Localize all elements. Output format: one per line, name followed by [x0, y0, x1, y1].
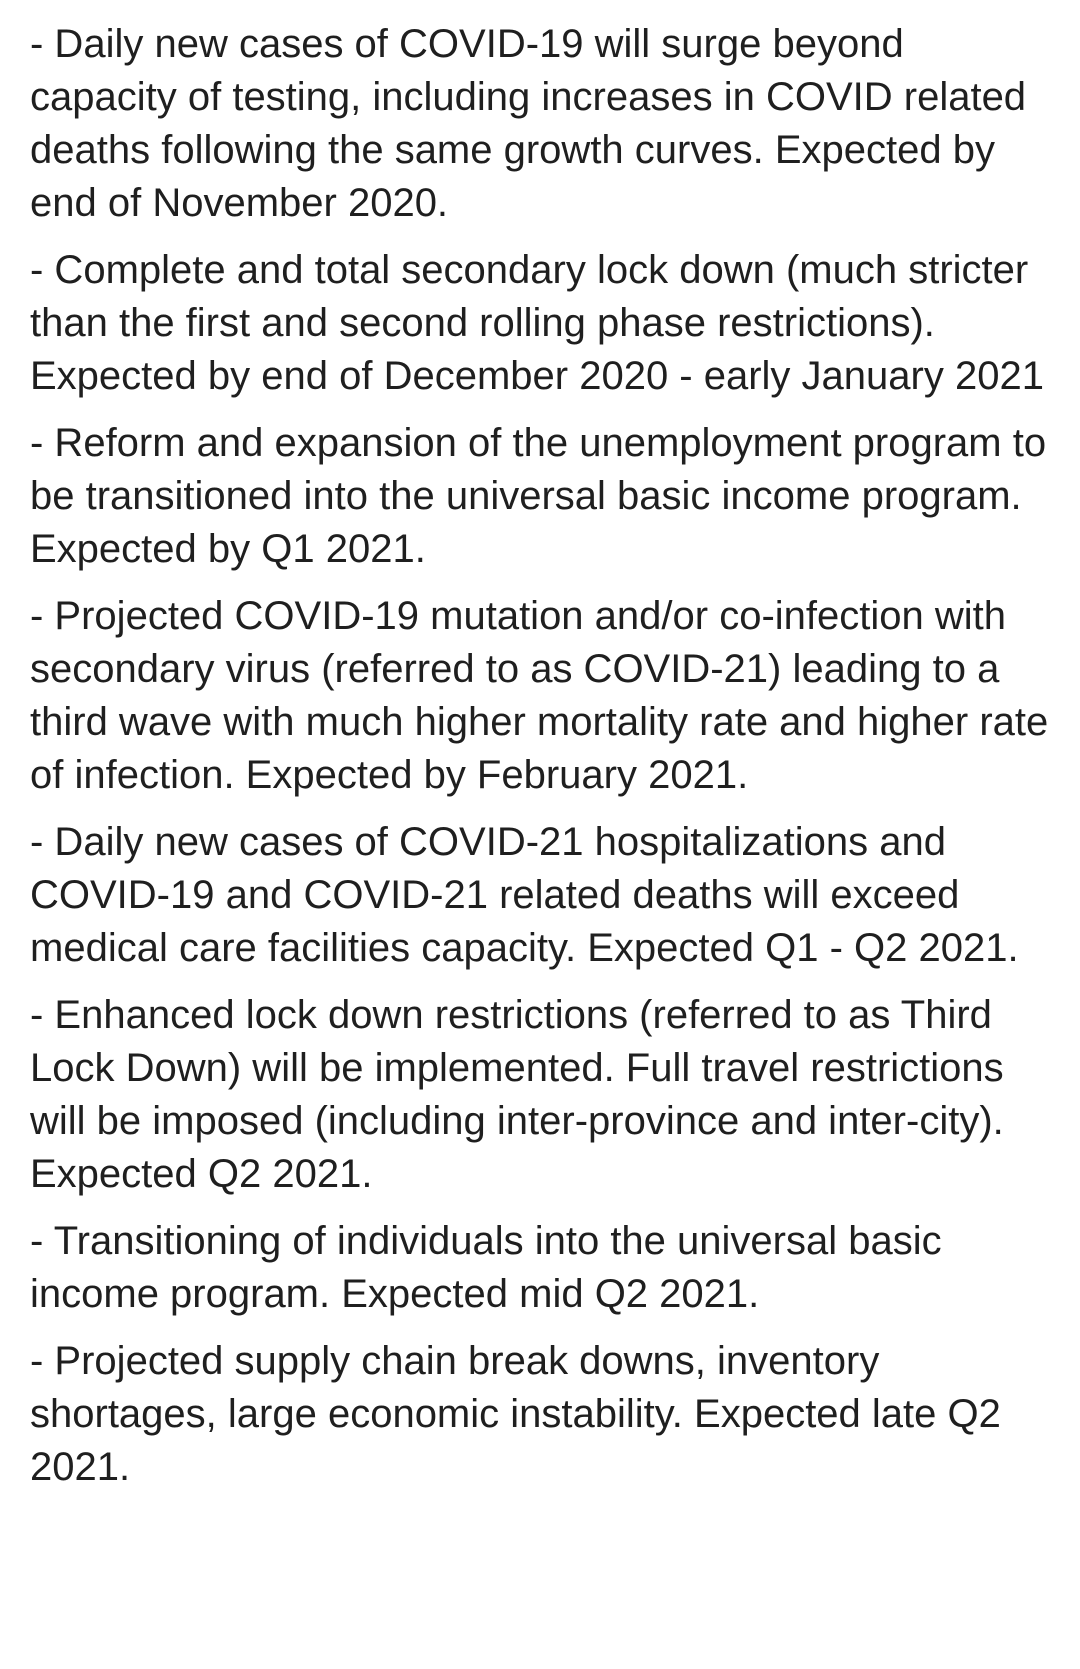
paragraph-third-lockdown: - Enhanced lock down restrictions (referred to as Third Lock Down) will be implemented. Full travel restrictions will be imposed (including inter-province and inter-city). Expected Q2 2021. [30, 993, 1004, 1196]
paragraph-basic-income-reform: - Reform and expansion of the unemployment program to be transitioned into the universal basic income program. Expected by Q1 2021. [30, 421, 1047, 571]
paragraph-hospital-capacity: - Daily new cases of COVID-21 hospitalizations and COVID-19 and COVID-21 related deaths will exceed medical care facilities capacity. Expected Q1 - Q2 2021. [30, 820, 1019, 970]
document-body [30, 18, 1055, 1508]
paragraph-testing-surge: - Daily new cases of COVID-19 will surge beyond capacity of testing, including increases in COVID related deaths following the same growth curves. Expected by end of November 2020. [30, 22, 1027, 225]
paragraph-covid21-mutation: - Projected COVID-19 mutation and/or co-infection with secondary virus (referred to as COVID-21) leading to a third wave with much higher mortality rate and higher rate of infection. Expected by February 2021. [30, 594, 1049, 797]
paragraph-supply-chain: - Projected supply chain break downs, inventory shortages, large economic instability. Expected late Q2 2021. [30, 1339, 1001, 1489]
paragraph-secondary-lockdown: - Complete and total secondary lock down (much stricter than the first and second rolling phase restrictions). Expected by end of December 2020 - early January 2021 [30, 248, 1044, 398]
paragraph-income-transition: - Transitioning of individuals into the universal basic income program. Expected mid Q2 2021. [30, 1219, 942, 1316]
